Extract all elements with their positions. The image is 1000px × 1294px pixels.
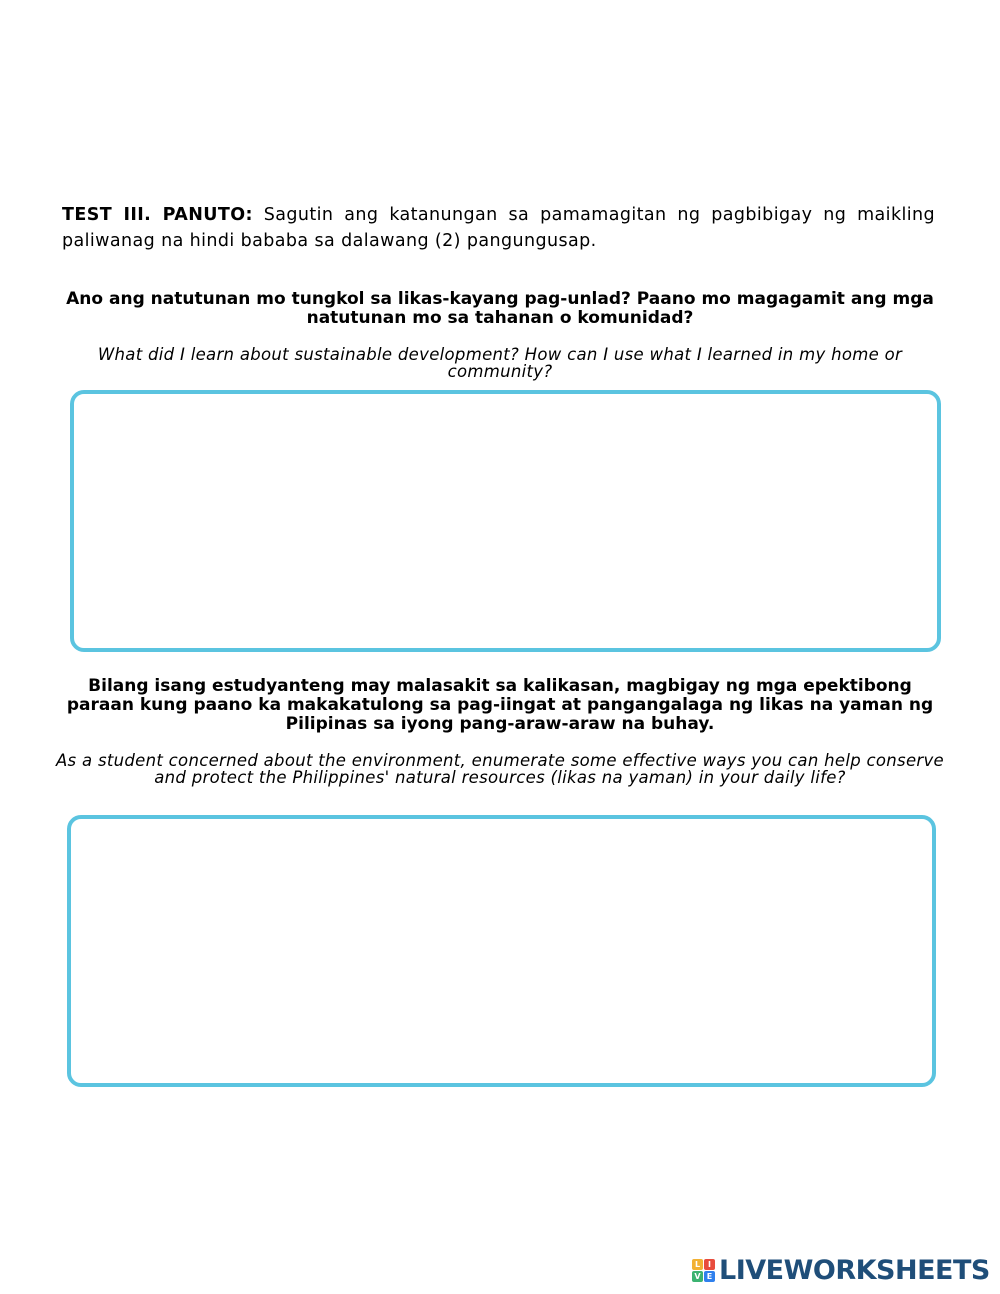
- instructions: [62, 202, 935, 254]
- logo-tile-i: I: [704, 1259, 715, 1270]
- liveworksheets-logo-icon: [692, 1259, 715, 1282]
- question-1-title: Ano ang natutunan mo tungkol sa likas-kayang pag-unlad? Paano mo magagamit ang mga natutunan mo sa tahanan o komunidad?: [66, 289, 934, 328]
- answer-box-1[interactable]: [70, 390, 941, 652]
- logo-tile-e: E: [704, 1271, 715, 1282]
- question-2-title: Bilang isang estudyanteng may malasakit sa kalikasan, magbigay ng mga epektibong paraan kung paano ka makakatulong sa pag-iingat at pangangalaga ng likas na yaman ng Pilipinas sa iyong pang-araw-araw na buhay.: [66, 676, 934, 734]
- logo-tile-v: V: [692, 1271, 703, 1282]
- question-1-translation: What did I learn about sustainable development? How can I use what I learned in my home or community?: [97, 345, 903, 381]
- liveworksheets-logo-text: LIVEWORKSHEETS: [719, 1254, 990, 1286]
- question-2-translation: As a student concerned about the environment, enumerate some effective ways you can help conserve and protect the Philippines' natural resources (likas na yaman) in your daily life?: [55, 751, 945, 787]
- logo-tile-l: L: [692, 1259, 703, 1270]
- instructions-label: TEST III. PANUTO:: [62, 205, 253, 225]
- answer-box-2[interactable]: [67, 815, 936, 1087]
- liveworksheets-logo: [692, 1256, 990, 1284]
- instructions-text: Sagutin ang katanungan sa pamamagitan ng pagbibigay ng maikling paliwanag na hindi bababa sa dalawang (2) pangungusap.: [62, 205, 936, 251]
